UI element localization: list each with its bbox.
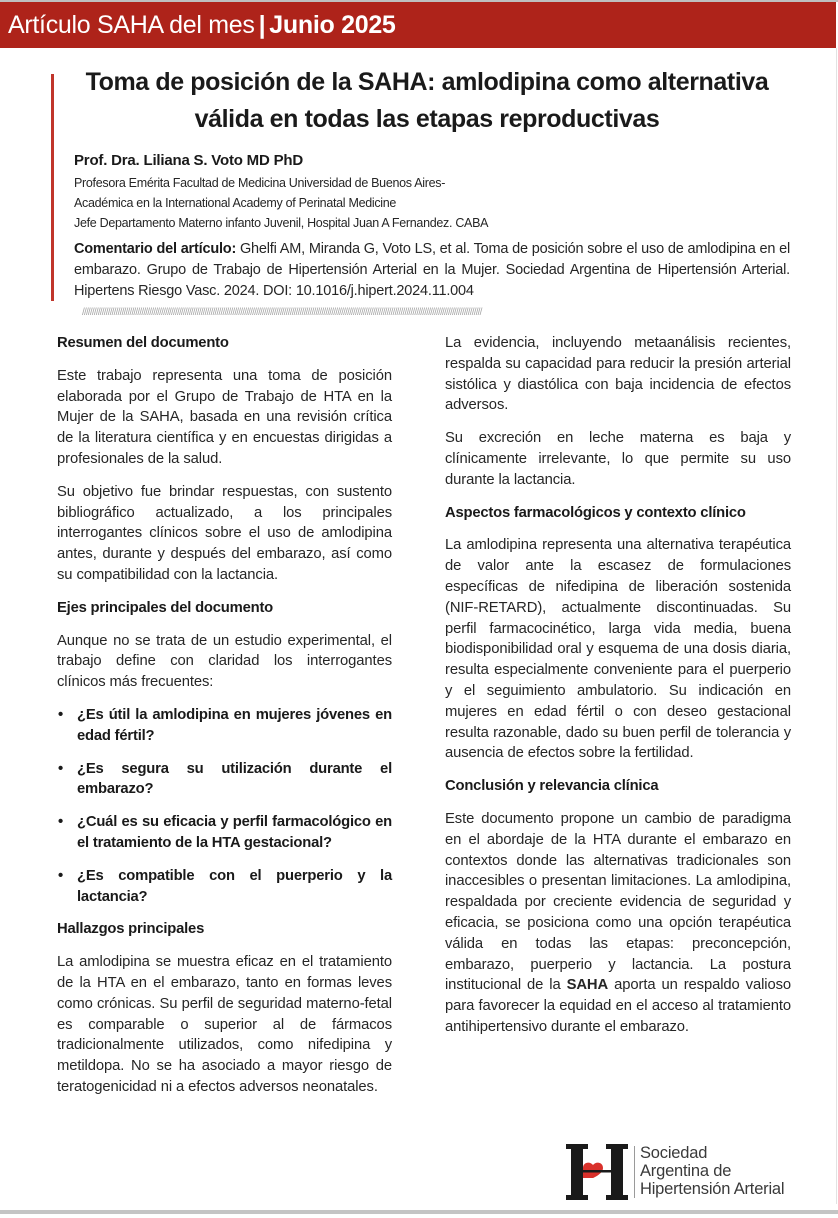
bullet-icon: •	[58, 706, 63, 723]
article-comment	[74, 239, 790, 302]
saha-logo	[566, 1144, 816, 1200]
right-column	[445, 333, 791, 1050]
slash-divider: //////////////////////////////////////////////////////////////////////////////////////////////////////////////////////////////////////////////////////////////////////////////////////////////////////////	[82, 307, 482, 318]
conclusion-paragraph	[445, 809, 791, 1038]
author-name: Prof. Dra. Liliana S. Voto MD PhD	[74, 152, 303, 169]
banner	[0, 2, 836, 48]
section-heading-conclusion: Conclusión y relevancia clínica	[445, 778, 659, 795]
logo-line: Argentina de	[640, 1162, 732, 1180]
list-item-text: ¿Es segura su utilización durante el embarazo?	[77, 760, 392, 798]
section-heading-resumen: Resumen del documento	[57, 335, 229, 351]
list-item	[57, 812, 392, 854]
paragraph: Este trabajo representa una toma de posición elaborada por el Grupo de Trabajo de HTA en la Mujer de la SAHA, basada en una revisión crítica de la literatura científica y en encuestas dirigidas a profesionales de la salud.	[57, 367, 392, 467]
paragraph: Aunque no se trata de un estudio experimental, el trabajo define con claridad los interrogantes clínicos más frecuentes:	[57, 632, 392, 691]
affiliation-line: Académica en la International Academy of Perinatal Medicine	[74, 196, 397, 210]
banner-separator: |	[258, 11, 266, 39]
list-item-text: ¿Cuál es su eficacia y perfil farmacológico en el tratamiento de la HTA gestacional?	[77, 814, 392, 851]
page-edge	[836, 48, 837, 1204]
paragraph: La evidencia, incluyendo metaanálisis recientes, respalda su capacidad para reducir la presión arterial sistólica y diastólica con baja incidencia de efectos adversos.	[445, 335, 791, 414]
section-heading-aspectos: Aspectos farmacológicos y contexto clínico	[445, 504, 746, 521]
list-item	[57, 866, 392, 908]
conclusion-emphasis: SAHA	[566, 977, 609, 994]
list-item-text: ¿Es compatible con el puerperio y la lactancia?	[77, 867, 392, 905]
affiliation-line: Profesora Emérita Facultad de Medicina Universidad de Buenos Aires-	[74, 176, 446, 190]
logo-wordmark	[640, 1144, 784, 1198]
section-heading-hallazgos: Hallazgos principales	[57, 921, 205, 938]
bullet-icon: •	[58, 814, 63, 831]
section-heading-ejes: Ejes principales del documento	[57, 599, 274, 616]
author-affiliations	[74, 173, 488, 233]
paragraph: La amlodipina representa una alternativa terapéutica de valor ante la escasez de formulaciones específicas de nifedipina de liberación sostenida (NIF-RETARD), actualmente discontinuadas. Su perfil farmacocinético, larga vida media, buena biodisponibilidad oral y esquema de una dosis diaria, resulta especialmente conveniente para el puerperio y el seguimiento ambulatorio. Su indicación en mujeres en edad fértil o con deseo gestacional resulta razonable, dado su buen perfil de tolerancia y ausencia de efectos sobre la fertilidad.	[445, 537, 791, 762]
bullet-icon: •	[58, 867, 63, 884]
logo-divider	[634, 1146, 635, 1198]
logo-line: Sociedad	[640, 1144, 708, 1162]
conclusion-text: Este documento propone un cambio de paradigma en el abordaje de la HTA durante el embarazo en contextos donde las alternativas tradicionales son inaccesibles o presentan limitaciones. La amlodipina, respaldada por creciente evidencia de seguridad y eficacia, se posiciona como una opción terapéutica válida en todas las etapas: preconcepción, embarazo, puerperio y lactancia. La postura institucional de la	[445, 810, 791, 994]
affiliation-line: Jefe Departamento Materno infanto Juvenil, Hospital Juan A Fernandez. CABA	[74, 216, 489, 230]
paragraph: Su objetivo fue brindar respuestas, con sustento bibliográfico actualizado, a los principales interrogantes clínicos sobre el uso de amlodipina antes, durante y después del embarazo, así como su compatibilidad con la lactancia.	[57, 483, 392, 583]
accent-bar	[51, 74, 54, 301]
saha-h-heart-logo-icon	[566, 1144, 628, 1200]
bottom-rule	[0, 1210, 838, 1214]
paragraph: La amlodipina se muestra eficaz en el tratamiento de la HTA en el embarazo, tanto en formas leves como crónicas. Su perfil de seguridad materno-fetal es comparable o superior al de fármacos tradicionalmente utilizados, como nifedipina y metildopa. No se ha asociado a mayor riesgo de teratogenicidad ni a efectos adversos neonatales.	[57, 954, 392, 1095]
comment-citation: Ghelfi AM, Miranda G, Voto LS, et al. Toma de posición sobre el uso de amlodipina en el embarazo. Grupo de Trabajo de Hipertensión Arterial en la Mujer. Sociedad Argentina de Hipertensión Arterial. Hipertens Riesgo Vasc. 2024. DOI: 10.1016/j.hipert.2024.11.004	[74, 241, 790, 299]
article-title: Toma de posición de la SAHA: amlodipina como alternativa válida en todas las etapas reproductivas	[85, 68, 769, 133]
list-item-text: ¿Es útil la amlodipina en mujeres jóvenes en edad fértil?	[77, 706, 392, 744]
question-list	[57, 705, 392, 907]
comment-label: Comentario del artículo:	[74, 241, 237, 257]
list-item	[57, 705, 392, 747]
conclusion-text: aporta un respaldo valioso para favorecer la equidad en el acceso al tratamiento antihipertensivo durante el embarazo.	[445, 977, 792, 1035]
paragraph: Su excreción en leche materna es baja y clínicamente irrelevante, lo que permite su uso durante la lactancia.	[445, 430, 791, 488]
logo-line: Hipertensión Arterial	[640, 1180, 785, 1198]
banner-date: Junio 2025	[269, 11, 396, 39]
banner-label: Artículo SAHA del mes	[8, 11, 255, 39]
list-item	[57, 759, 392, 801]
bullet-icon: •	[58, 760, 63, 777]
left-column	[57, 333, 392, 1110]
